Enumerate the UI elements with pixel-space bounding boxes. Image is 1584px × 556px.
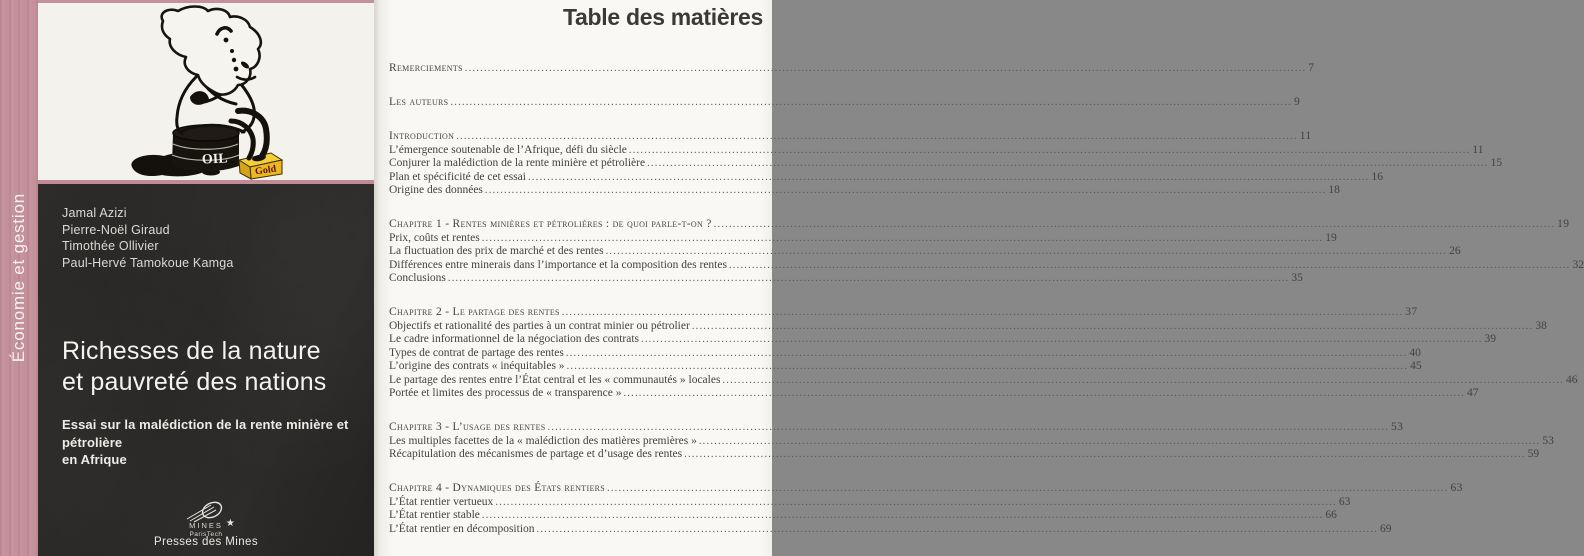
- gold-bar-label: Gold: [254, 163, 277, 178]
- page-number: 15: [1490, 157, 1503, 169]
- toc-entry-label: Récapitulation des mécanismes de partage et d’usage des rentes: [389, 448, 683, 460]
- mines-paristech-logo-icon: [183, 500, 229, 522]
- book-title-line1: Richesses de la nature: [62, 337, 321, 365]
- book-subtitle-line2: en Afrique: [62, 452, 127, 467]
- page-number: 40: [1409, 346, 1421, 359]
- page-number: 45: [1410, 360, 1422, 372]
- tear-3: [234, 67, 239, 72]
- toc-entry-label: L’origine des contrats « inéquitables »: [389, 360, 565, 372]
- dot-leader: ............................................................................................................................................................................................................................: [481, 510, 1324, 521]
- toc-entry: [389, 509, 1337, 522]
- toc-section-header: [389, 218, 1570, 231]
- book-subtitle-line1: Essai sur la malédiction de la rente minière et pétrolière: [62, 417, 349, 450]
- page-number: 35: [1291, 272, 1303, 284]
- page-number: 59: [1527, 448, 1540, 460]
- africa-crying-on-oil-illustration: [38, 3, 374, 180]
- category-label: Économie et gestion: [9, 193, 28, 363]
- dot-leader: ............................................................................................................................................................................................................................: [566, 361, 1409, 372]
- toc-entry-label: Introduction: [389, 130, 455, 142]
- toc-entry-label: Remerciements: [389, 62, 463, 74]
- toc-entry: [389, 448, 1540, 461]
- toc-entry: [389, 170, 1383, 184]
- toc-entry-label: Les multiples facettes de la « malédiction des matières premières »: [389, 434, 697, 447]
- toc-entry-label: Chapitre 1 - Rentes minières et pétrolières : de quoi parle-t-on ?: [389, 218, 712, 230]
- page-number: 9: [1293, 96, 1300, 108]
- dot-leader: ............................................................................................................................................................................................................................: [481, 232, 1324, 244]
- page-number: 19: [1325, 231, 1337, 244]
- toc-entry-label: Le partage des rentes entre l’État central et les « communautés » locales: [389, 373, 721, 386]
- toc-entry: [389, 184, 1340, 197]
- page-number: 26: [1449, 245, 1461, 257]
- toc-entry: [389, 522, 1392, 536]
- page-number: 19: [1557, 218, 1570, 230]
- dot-leader: ............................................................................................................................................................................................................................: [547, 422, 1390, 433]
- toc-entry: [389, 272, 1303, 285]
- tear-1: [230, 49, 234, 53]
- logo-mines-label: MINES: [189, 521, 223, 530]
- page-number: 37: [1405, 306, 1418, 318]
- page-number: 7: [1308, 62, 1315, 74]
- dot-leader: ............................................................................................................................................................................................................................: [484, 185, 1327, 196]
- dot-leader: ............................................................................................................................................................................................................................: [722, 374, 1564, 386]
- dot-leader: ............................................................................................................................................................................................................................: [728, 259, 1571, 271]
- toc-section-header: [389, 306, 1418, 319]
- dot-leader: ............................................................................................................................................................................................................................: [698, 435, 1541, 447]
- toc-entry-label: Le cadre informationnel de la négociation des contrats: [389, 333, 640, 345]
- page-number: 66: [1325, 509, 1337, 521]
- toc-entry-label: Différences entre minerais dans l’importance et la composition des rentes: [389, 258, 727, 271]
- toc-entry: [389, 434, 1554, 448]
- dot-leader: ............................................................................................................................................................................................................................: [691, 320, 1534, 332]
- page-number: 32: [1572, 258, 1584, 271]
- page-number: 46: [1565, 373, 1578, 386]
- toc-entry: [389, 360, 1422, 373]
- dot-leader: ............................................................................................................................................................................................................................: [713, 219, 1556, 230]
- page-number: 63: [1450, 482, 1463, 494]
- toc-list: [389, 62, 1584, 536]
- page-number: 11: [1299, 130, 1312, 142]
- toc-section-header: [389, 130, 1312, 143]
- dot-leader: ............................................................................................................................................................................................................................: [565, 347, 1408, 359]
- oil-barrel-label: OIL: [201, 151, 229, 168]
- toc-entry: [389, 258, 1584, 272]
- dot-leader: ............................................................................................................................................................................................................................: [447, 273, 1290, 284]
- page-number: 16: [1371, 170, 1383, 183]
- page-number: 63: [1338, 495, 1351, 508]
- page-number: 39: [1484, 333, 1497, 345]
- africa-head-shape: [162, 7, 261, 95]
- tear-2: [232, 58, 236, 62]
- author-name: Paul-Hervé Tamokoue Kamga: [62, 255, 234, 270]
- toc-entry-label: Conjurer la malédiction de la rente minière et pétrolière: [389, 157, 646, 169]
- toc-entry: [389, 333, 1497, 346]
- toc-entry-label: La fluctuation des prix de marché et des rentes: [389, 245, 604, 257]
- dot-leader: ............................................................................................................................................................................................................................: [464, 63, 1307, 74]
- author-name: Jamal Azizi: [62, 206, 127, 220]
- dot-leader: ............................................................................................................................................................................................................................: [536, 523, 1379, 535]
- toc-entry: [389, 143, 1484, 157]
- page-number: 11: [1472, 143, 1484, 156]
- category-band: [0, 0, 38, 556]
- toc-page: [374, 0, 1584, 556]
- toc-entry-label: Origine des données: [389, 184, 483, 196]
- star-icon: ★: [225, 518, 237, 529]
- toc-entry-label: Chapitre 4 - Dynamiques des États rentiers: [389, 482, 606, 494]
- page-number: 47: [1466, 387, 1479, 399]
- cover-illustration-panel: [38, 0, 374, 180]
- toc-section-header: [389, 482, 1463, 495]
- toc-entry-label: Portée et limites des processus de « transparence »: [389, 387, 622, 399]
- toc-entry-label: L’émergence soutenable de l’Afrique, défi du siècle: [389, 143, 627, 156]
- toc-entry-label: Les auteurs: [389, 96, 449, 108]
- toc-entry: [389, 346, 1421, 360]
- page-number: 69: [1380, 522, 1392, 535]
- toc-section-header: [389, 62, 1315, 75]
- book-cover: [0, 0, 374, 556]
- page-number: 53: [1391, 421, 1404, 433]
- toc-entry: [389, 387, 1479, 400]
- toc-section-header: [389, 96, 1300, 109]
- dot-leader: ............................................................................................................................................................................................................................: [623, 388, 1465, 399]
- dot-leader: ............................................................................................................................................................................................................................: [684, 449, 1526, 460]
- toc-entry-label: Types de contrat de partage des rentes: [389, 346, 564, 359]
- toc-entry: [389, 157, 1503, 170]
- dot-leader: ............................................................................................................................................................................................................................: [607, 483, 1449, 494]
- author-list: [62, 205, 234, 271]
- dot-leader: ............................................................................................................................................................................................................................: [561, 307, 1404, 318]
- publisher-name: Presses des Mines: [154, 536, 258, 548]
- dot-leader: ............................................................................................................................................................................................................................: [641, 334, 1483, 345]
- toc-entry-label: L’État rentier stable: [389, 509, 480, 521]
- toc-entry-label: Objectifs et rationalité des parties à un contrat minier ou pétrolier: [389, 319, 690, 332]
- author-name: Pierre-Noël Giraud: [62, 222, 170, 237]
- toc-entry-label: Plan et spécificité de cet essai: [389, 170, 526, 183]
- book-title: [62, 336, 327, 398]
- toc-entry: [389, 495, 1351, 509]
- toc-entry-label: L’État rentier vertueux: [389, 495, 494, 508]
- toc-entry-label: Prix, coûts et rentes: [389, 231, 480, 244]
- toc-entry: [389, 245, 1461, 258]
- dot-leader: ............................................................................................................................................................................................................................: [605, 246, 1448, 257]
- toc-entry-label: Chapitre 2 - Le partage des rentes: [389, 306, 560, 318]
- author-name: Timothée Ollivier: [62, 239, 159, 253]
- book-subtitle: [62, 416, 374, 469]
- dot-leader: ............................................................................................................................................................................................................................: [527, 171, 1370, 183]
- dot-leader: ............................................................................................................................................................................................................................: [628, 144, 1471, 156]
- page-title: Table des matières: [563, 4, 763, 30]
- toc-section-header: [389, 421, 1404, 434]
- toc-entry: [389, 319, 1547, 333]
- dot-leader: ............................................................................................................................................................................................................................: [450, 97, 1292, 108]
- page-number: 38: [1535, 319, 1547, 332]
- page-number: 53: [1542, 434, 1554, 447]
- toc-entry: [389, 231, 1337, 245]
- dot-leader: ............................................................................................................................................................................................................................: [456, 131, 1298, 142]
- eye: [224, 38, 229, 43]
- cover-main-panel: [38, 184, 374, 556]
- book-title-line2: et pauvreté des nations: [62, 368, 327, 396]
- toc-entry: [389, 373, 1578, 387]
- logo-paristech-label: ParisTech: [189, 531, 223, 538]
- page-number: 18: [1328, 184, 1340, 196]
- toc-entry-label: Chapitre 3 - L’usage des rentes: [389, 421, 546, 433]
- publisher-logo: [38, 500, 374, 541]
- dot-leader: ............................................................................................................................................................................................................................: [647, 158, 1489, 169]
- toc-entry-label: L’État rentier en décomposition: [389, 522, 535, 535]
- toc-entry-label: Conclusions: [389, 272, 446, 284]
- dot-leader: ............................................................................................................................................................................................................................: [495, 496, 1337, 508]
